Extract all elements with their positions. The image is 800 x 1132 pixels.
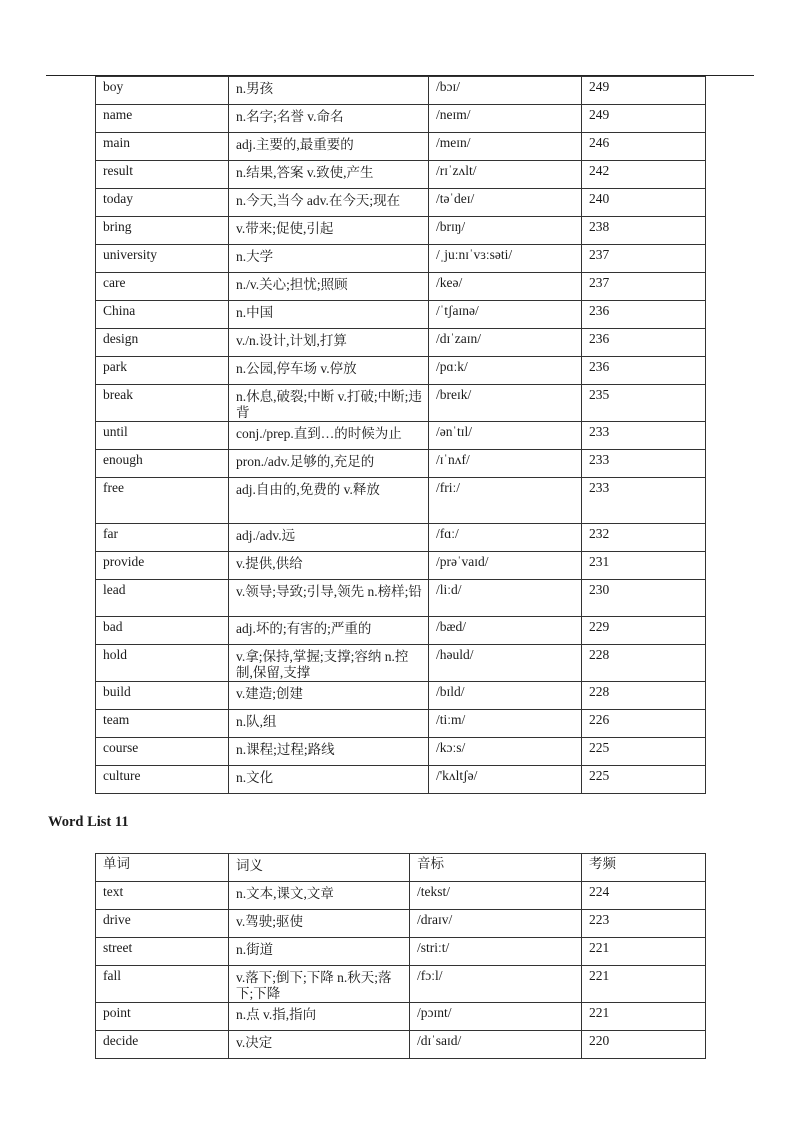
table-row: [96, 189, 706, 217]
table-row: [96, 357, 706, 385]
word-cell: university: [96, 245, 229, 273]
frequency-cell: 235: [582, 385, 706, 422]
frequency-cell: 225: [582, 766, 706, 794]
frequency-cell: 226: [582, 710, 706, 738]
table-row: [96, 645, 706, 682]
table-row: [96, 1003, 706, 1031]
frequency-cell: 236: [582, 329, 706, 357]
meaning-cell: n.大学: [229, 245, 429, 273]
meaning-cell: v.拿;保持,掌握;支撑;容纳 n.控制,保留,支撑: [229, 645, 429, 682]
word-cell: until: [96, 422, 229, 450]
meaning-cell: v.提供,供给: [229, 552, 429, 580]
frequency-cell: 237: [582, 245, 706, 273]
word-cell: culture: [96, 766, 229, 794]
table-row: [96, 77, 706, 105]
meaning-cell: v.领导;导致;引导,领先 n.榜样;铅: [229, 580, 429, 617]
word-cell: free: [96, 478, 229, 524]
table-row: [96, 1031, 706, 1059]
table-row: [96, 766, 706, 794]
meaning-cell: n.街道: [229, 938, 410, 966]
word-list-title: Word List 11: [48, 814, 129, 830]
word-cell: boy: [96, 77, 229, 105]
word-cell: provide: [96, 552, 229, 580]
word-cell: text: [96, 882, 229, 910]
frequency-cell: 221: [582, 1003, 706, 1031]
word-cell: drive: [96, 910, 229, 938]
phonetic-cell: /dɪˈzaɪn/: [429, 329, 582, 357]
word-cell: fall: [96, 966, 229, 1003]
frequency-cell: 231: [582, 552, 706, 580]
meaning-cell: v.建造;创建: [229, 682, 429, 710]
meaning-cell: n.休息,破裂;中断 v.打破;中断;违背: [229, 385, 429, 422]
meaning-cell: pron./adv.足够的,充足的: [229, 450, 429, 478]
frequency-cell: 223: [582, 910, 706, 938]
table-row: [96, 133, 706, 161]
frequency-cell: 229: [582, 617, 706, 645]
phonetic-cell: /liːd/: [429, 580, 582, 617]
phonetic-cell: /fɑː/: [429, 524, 582, 552]
word-cell: bad: [96, 617, 229, 645]
phonetic-cell: /ˌjuːnɪˈvɜːsəti/: [429, 245, 582, 273]
meaning-cell: n.队,组: [229, 710, 429, 738]
table-row: [96, 217, 706, 245]
phonetic-cell: /friː/: [429, 478, 582, 524]
phonetic-cell: /bæd/: [429, 617, 582, 645]
meaning-cell: adj.主要的,最重要的: [229, 133, 429, 161]
word-cell: bring: [96, 217, 229, 245]
phonetic-cell: /neɪm/: [429, 105, 582, 133]
vocab-table-bottom-body: [96, 854, 706, 1059]
word-cell: design: [96, 329, 229, 357]
meaning-cell: n.课程;过程;路线: [229, 738, 429, 766]
table-row: [96, 938, 706, 966]
meaning-cell: n.今天,当今 adv.在今天;现在: [229, 189, 429, 217]
phonetic-cell: /pɑːk/: [429, 357, 582, 385]
phonetic-cell: /dɪˈsaɪd/: [410, 1031, 582, 1059]
word-cell: main: [96, 133, 229, 161]
meaning-cell: n.男孩: [229, 77, 429, 105]
meaning-cell: n.点 v.指,指向: [229, 1003, 410, 1031]
word-cell: enough: [96, 450, 229, 478]
phonetic-cell: /ənˈtɪl/: [429, 422, 582, 450]
frequency-cell: 236: [582, 301, 706, 329]
phonetic-cell: /təˈdeɪ/: [429, 189, 582, 217]
meaning-cell: n.中国: [229, 301, 429, 329]
frequency-cell: 249: [582, 105, 706, 133]
phonetic-cell: /tiːm/: [429, 710, 582, 738]
phonetic-cell: /rɪˈzʌlt/: [429, 161, 582, 189]
frequency-cell: 233: [582, 478, 706, 524]
frequency-cell: 240: [582, 189, 706, 217]
frequency-cell: 221: [582, 938, 706, 966]
phonetic-cell: /'kʌltʃə/: [429, 766, 582, 794]
meaning-cell: adj.坏的;有害的;严重的: [229, 617, 429, 645]
frequency-cell: 221: [582, 966, 706, 1003]
word-cell: decide: [96, 1031, 229, 1059]
phonetic-cell: /striːt/: [410, 938, 582, 966]
word-cell: park: [96, 357, 229, 385]
meaning-cell: v.决定: [229, 1031, 410, 1059]
table-row: [96, 422, 706, 450]
word-cell: build: [96, 682, 229, 710]
meaning-cell: n.公园,停车场 v.停放: [229, 357, 429, 385]
table-row: [96, 617, 706, 645]
table-row: [96, 385, 706, 422]
frequency-cell: 220: [582, 1031, 706, 1059]
frequency-cell: 242: [582, 161, 706, 189]
header-word: 单词: [96, 854, 229, 882]
table-row: [96, 682, 706, 710]
frequency-cell: 246: [582, 133, 706, 161]
word-cell: today: [96, 189, 229, 217]
phonetic-cell: /keə/: [429, 273, 582, 301]
vocab-table-bottom: [95, 853, 706, 1059]
frequency-cell: 224: [582, 882, 706, 910]
word-cell: break: [96, 385, 229, 422]
frequency-cell: 237: [582, 273, 706, 301]
table-row: [96, 450, 706, 478]
phonetic-cell: /breɪk/: [429, 385, 582, 422]
word-cell: team: [96, 710, 229, 738]
table-row: [96, 910, 706, 938]
phonetic-cell: /bɔɪ/: [429, 77, 582, 105]
header-meaning: 词义: [229, 854, 410, 882]
frequency-cell: 228: [582, 682, 706, 710]
meaning-cell: adj.自由的,免费的 v.释放: [229, 478, 429, 524]
frequency-cell: 238: [582, 217, 706, 245]
table-row: [96, 710, 706, 738]
word-cell: care: [96, 273, 229, 301]
table-row: [96, 882, 706, 910]
table-row: [96, 273, 706, 301]
word-cell: hold: [96, 645, 229, 682]
frequency-cell: 249: [582, 77, 706, 105]
phonetic-cell: /meɪn/: [429, 133, 582, 161]
word-cell: China: [96, 301, 229, 329]
phonetic-cell: /bɪld/: [429, 682, 582, 710]
table-row: [96, 580, 706, 617]
word-cell: result: [96, 161, 229, 189]
table-row: [96, 329, 706, 357]
phonetic-cell: /həuld/: [429, 645, 582, 682]
word-cell: point: [96, 1003, 229, 1031]
table-row: [96, 245, 706, 273]
table-row: [96, 552, 706, 580]
phonetic-cell: /kɔːs/: [429, 738, 582, 766]
word-cell: street: [96, 938, 229, 966]
phonetic-cell: /pɔɪnt/: [410, 1003, 582, 1031]
meaning-cell: conj./prep.直到…的时候为止: [229, 422, 429, 450]
frequency-cell: 236: [582, 357, 706, 385]
meaning-cell: n.结果,答案 v.致使,产生: [229, 161, 429, 189]
frequency-cell: 233: [582, 422, 706, 450]
vocab-table-top: [95, 76, 706, 794]
meaning-cell: v.带来;促使,引起: [229, 217, 429, 245]
word-cell: name: [96, 105, 229, 133]
meaning-cell: adj./adv.远: [229, 524, 429, 552]
phonetic-cell: /tekst/: [410, 882, 582, 910]
meaning-cell: v./n.设计,计划,打算: [229, 329, 429, 357]
meaning-cell: n./v.关心;担忧;照顾: [229, 273, 429, 301]
word-cell: lead: [96, 580, 229, 617]
table-row: [96, 966, 706, 1003]
phonetic-cell: /draɪv/: [410, 910, 582, 938]
meaning-cell: n.文化: [229, 766, 429, 794]
frequency-cell: 228: [582, 645, 706, 682]
phonetic-cell: /prəˈvaɪd/: [429, 552, 582, 580]
meaning-cell: v.落下;倒下;下降 n.秋天;落下;下降: [229, 966, 410, 1003]
table-row: [96, 105, 706, 133]
meaning-cell: v.驾驶;驱使: [229, 910, 410, 938]
frequency-cell: 225: [582, 738, 706, 766]
meaning-cell: n.名字;名誉 v.命名: [229, 105, 429, 133]
table-row: [96, 161, 706, 189]
frequency-cell: 233: [582, 450, 706, 478]
vocab-table-top-body: [96, 77, 706, 794]
table-row: [96, 738, 706, 766]
word-cell: far: [96, 524, 229, 552]
frequency-cell: 232: [582, 524, 706, 552]
word-cell: course: [96, 738, 229, 766]
table-row: [96, 478, 706, 524]
phonetic-cell: /ˈtʃaɪnə/: [429, 301, 582, 329]
table-row: [96, 524, 706, 552]
meaning-cell: n.文本,课文,文章: [229, 882, 410, 910]
frequency-cell: 230: [582, 580, 706, 617]
table-row: [96, 301, 706, 329]
phonetic-cell: /brɪŋ/: [429, 217, 582, 245]
header-frequency: 考频: [582, 854, 706, 882]
table-header-row: [96, 854, 706, 882]
phonetic-cell: /ɪˈnʌf/: [429, 450, 582, 478]
header-phonetic: 音标: [410, 854, 582, 882]
phonetic-cell: /fɔːl/: [410, 966, 582, 1003]
